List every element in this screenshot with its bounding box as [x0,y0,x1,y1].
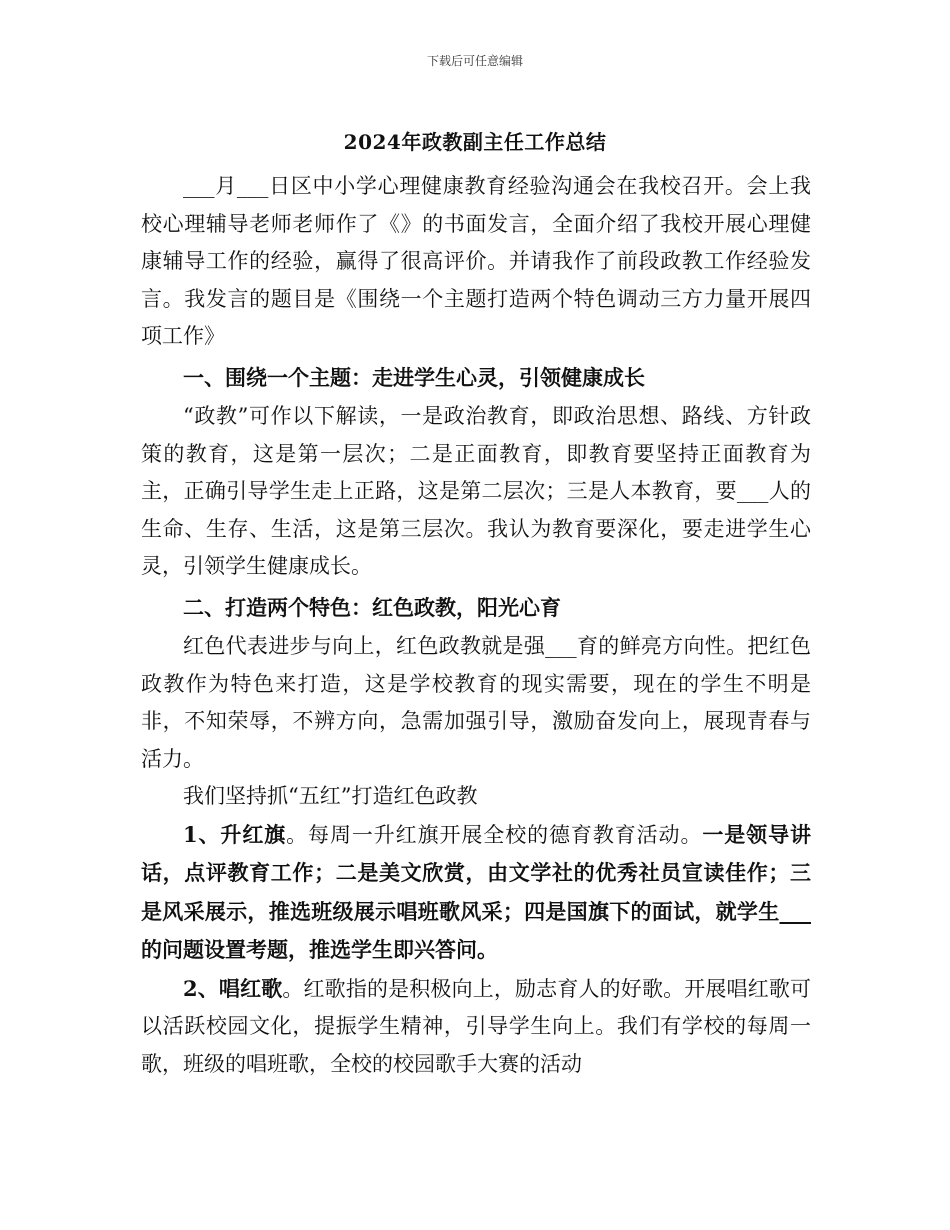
document-title: 2024年政教副主任工作总结 [343,130,607,154]
list-item-text: 。红歌指的是积极向上，励志育人的好歌。开展唱红歌可以活跃校园文化，提振学生精神，引导学生向上。我们有学校的每周一歌，班级的唱班歌，全校的校园歌手大赛的活动 [141,976,811,1076]
paragraph-intro: ___月___日区中小学心理健康教育经验沟通会在我校召开。会上我校心理辅导老师老师作了《》的书面发言，全面介绍了我校开展心理健康辅导工作的经验，赢得了很高评价。并请我作了前段政教工作经验发言。我发言的题目是《围绕一个主题打造两个特色调动三方力量开展四项工作》 [141,174,811,348]
paragraph-zhengjiao: “政教”可作以下解读，一是政治教育，即政治思想、路线、方针政策的教育，这是第一层次；二是正面教育，即教育要坚持正面教育为主，正确引导学生走上正路，这是第二层次；三是人本教育，要___人的生命、生存、生活，这是第三层次。我认为教育要深化，要走进学生心灵，引领学生健康成长。 [141,404,811,578]
list-item-label: 1、升红旗 [183,821,287,847]
list-item-text: 。每周一升红旗开展全校的德育教育活动。 [286,822,703,847]
section-heading-1: 一、围绕一个主题：走进学生心灵，引领健康成长 [183,364,645,390]
paragraph-five-red: 我们坚持抓“五红”打造红色政教 [183,784,478,808]
page-header: 下载后可任意编辑 [426,54,523,68]
document-body [141,168,811,1083]
paragraph-red-education: 红色代表进步与向上，红色政教就是强___育的鲜亮方向性。把红色政教作为特色来打造，这是学校教育的现实需要，现在的学生不明是非，不知荣辱，不辨方向，急需加强引导，激励奋发向上，展现青春与活力。 [141,634,811,771]
list-item-bold-text: 一是领导讲话，点评教育工作；二是美文欣赏，由文学社的优秀社员宣读佳作；三是风采展示，推选班级展示唱班歌风采；四是国旗下的面试，就学生___的问题设置考题，推选学生即兴答问。 [141,821,811,962]
section-heading-2: 二、打造两个特色：红色政教，阳光心育 [183,594,561,620]
list-item-label: 2、唱红歌 [183,975,283,1001]
list-item-sing-songs [141,970,811,1084]
list-item-raise-flag [141,816,811,970]
